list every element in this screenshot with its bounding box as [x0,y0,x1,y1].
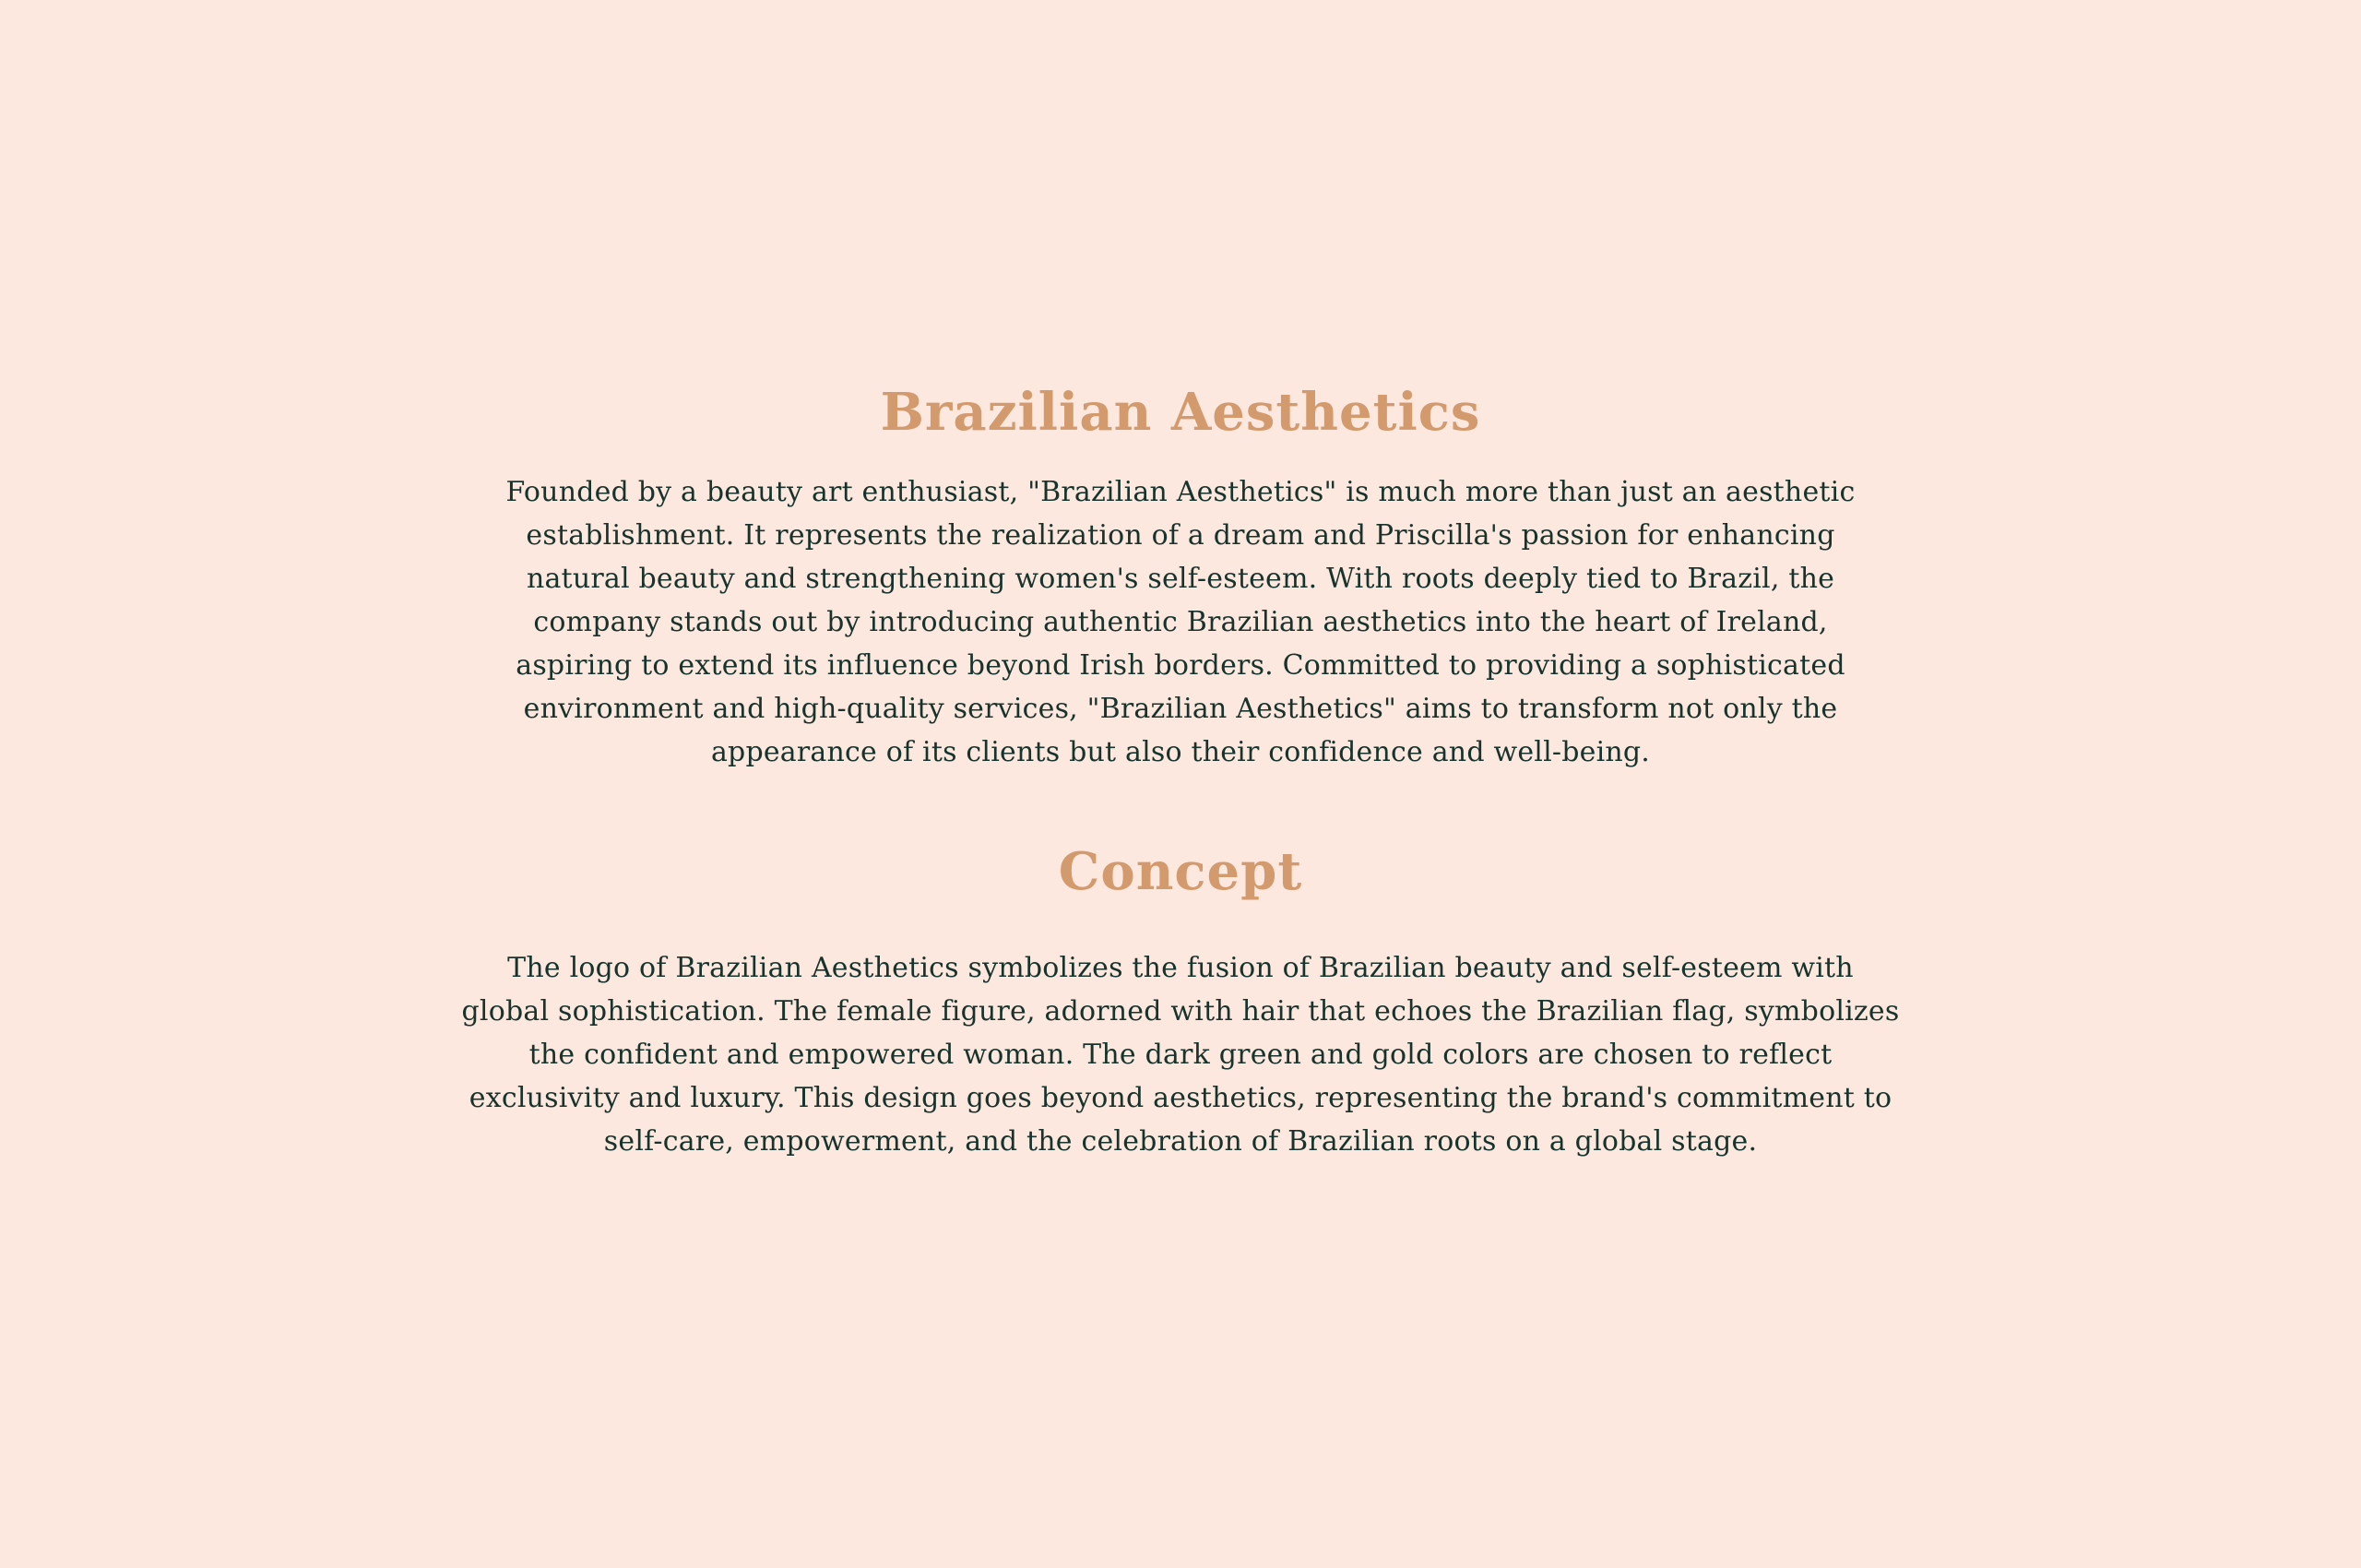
concept-description: The logo of Brazilian Aesthetics symbolizes the fusion of Brazilian beauty and self-esteem with global sophistication. The female figure, adorned with hair that echoes the Brazilian flag, symbolizes the confident and empowered woman. The dark green and gold colors are chosen to reflect exclusivity and luxury. This design goes beyond aesthetics, representing the brand's commitment to self-care, empowerment, and the celebration of Brazilian roots on a global stage. [461,952,1900,1158]
about-title: Brazilian Aesthetics [880,382,1481,443]
concept-title: Concept [1058,841,1303,902]
about-description: Founded by a beauty art enthusiast, "Brazilian Aesthetics" is much more than just an aesthetic establishment. It represents the realization of a dream and Priscilla's passion for enhancing natural beauty and strengthening women's self-esteem. With roots deeply tied to Brazil, the company stands out by introducing authentic Brazilian aesthetics into the heart of Ireland, aspiring to extend its influence beyond Irish borders. Committed to providing a sophisticated environment and high-quality services, "Brazilian Aesthetics" aims to transform not only the appearance of its clients but also their confidence and well-being. [505,476,1856,768]
